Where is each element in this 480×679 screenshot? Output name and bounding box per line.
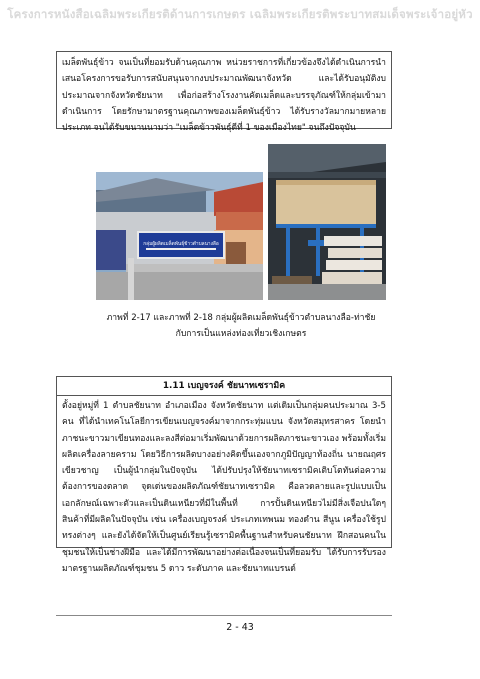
figure-caption: [96, 310, 386, 342]
running-header: โครงการหนังสือเฉลิมพระเกียรติด้านการเกษตร เฉลิมพระเกียรติพระบาทสมเด็จพระเจ้าอยู่หัว: [7, 7, 473, 21]
caption-line-2: กับการเป็นแหล่งท่องเที่ยวเชิงเกษตร: [175, 329, 307, 339]
sign-text: กลุ่มผู้ผลิตเมล็ดพันธุ์ข้าวตำบลนางลือ: [143, 242, 219, 247]
photo-processing-plant: [268, 144, 386, 300]
page-number: 2 - 43: [226, 622, 254, 633]
building-sign-illustration: [96, 172, 263, 300]
caption-line-1: ภาพที่ 2-17 และภาพที่ 2-18 กลุ่มผู้ผลิตเมล็ดพันธุ์ข้าวตำบลนางลือ-ท่าชัย: [106, 313, 376, 323]
intro-box: [56, 51, 392, 134]
section-body-container: [57, 396, 391, 579]
section-box: [56, 376, 392, 574]
footer-rule: [56, 615, 392, 616]
processing-plant-illustration: [268, 144, 386, 300]
section-body: ตั้งอยู่หมู่ที่ 1 ตำบลชัยนาท อำเภอเมือง จังหวัดชัยนาท แต่เดิมเป็นกลุ่มคนประมาณ 3-5 คน ที่ได้นำเทคโนโลยีการเขียนเบญจรงค์มาจากกระทุ่มแบน จังหวัดสมุทรสาคร โดยนำภาชนะขาวมาเขียนทองและลงสีต่อมาเริ่มพัฒนาด้วยการผลิตภาชนะขาวเอง พร้อมทั้งเริ่มผลิตเครื่องลายคราม โดยวิธีการผลิตบางอย่างคิดขึ้นเองจากภูมิปัญญาท้องถิ่น นายณฤศร เขียวชาญ เป็นผู้นำกลุ่มในปัจจุบัน ได้ปรับปรุงให้ชัยนาทเซรามิคเติบโตทันต่อความต้องการของตลาด จุดเด่นของผลิตภัณฑ์ชัยนาทเซรามิค คือลวดลายและรูปแบบเป็นเอกลักษณ์เฉพาะตัวและเป็นดินเหนียวที่มีในพื้นที่ การปั้นดินเหนียวไม่มีสิ่งเจือปนใดๆ สินค้าที่มีผลิตในปัจจุบัน เช่น เครื่องเบญจรงค์ ประเภทเทพนม ทองดำน สีนูน เครื่องใช้รูปทรงต่างๆ และยังได้จัดให้เป็นศูนย์เรียนรู้เซรามิคพื้นฐานสำหรับคนชัยนาท ฝึกสอนคนในชุมชนให้เป็นช่างฝีมือ และได้มีการพัฒนาอย่างต่อเนื่องจนเป็นที่ยอมรับ ได้รับการรับรองมาตรฐานผลิตภัณฑ์ชุมชน 5 ดาว ระดับภาค และชัยนาทแบรนด์: [62, 401, 386, 574]
intro-paragraph: เมล็ดพันธุ์ข้าว จนเป็นที่ยอมรับด้านคุณภาพ หน่วยราชการที่เกี่ยวข้องจึงได้ดำเนินการนำเสนอโครงการขอรับการสนับสนุนจากงบประมาณพัฒนาจังหวัด และได้รับอนุมัติงบประมาณจากจังหวัดชัยนาท เพื่อก่อสร้างโรงงานคัดเมล็ดและบรรจุภัณฑ์ให้กลุ่มเข้ามาดำเนินการ โดยรักษามาตรฐานคุณภาพของเมล็ดพันธุ์ข้าว ได้รับรางวัลมากมายหลายประเภท จนได้รับขนานนามว่า "เมล็ดข้าวพันธุ์ดีที่ 1 ของเมืองไทย" จนถึงปัจจุบัน: [62, 58, 386, 134]
section-title: 1.11 เบญจรงค์ ชัยนาทเซรามิค: [57, 377, 391, 396]
photo-building-sign: [96, 172, 263, 300]
